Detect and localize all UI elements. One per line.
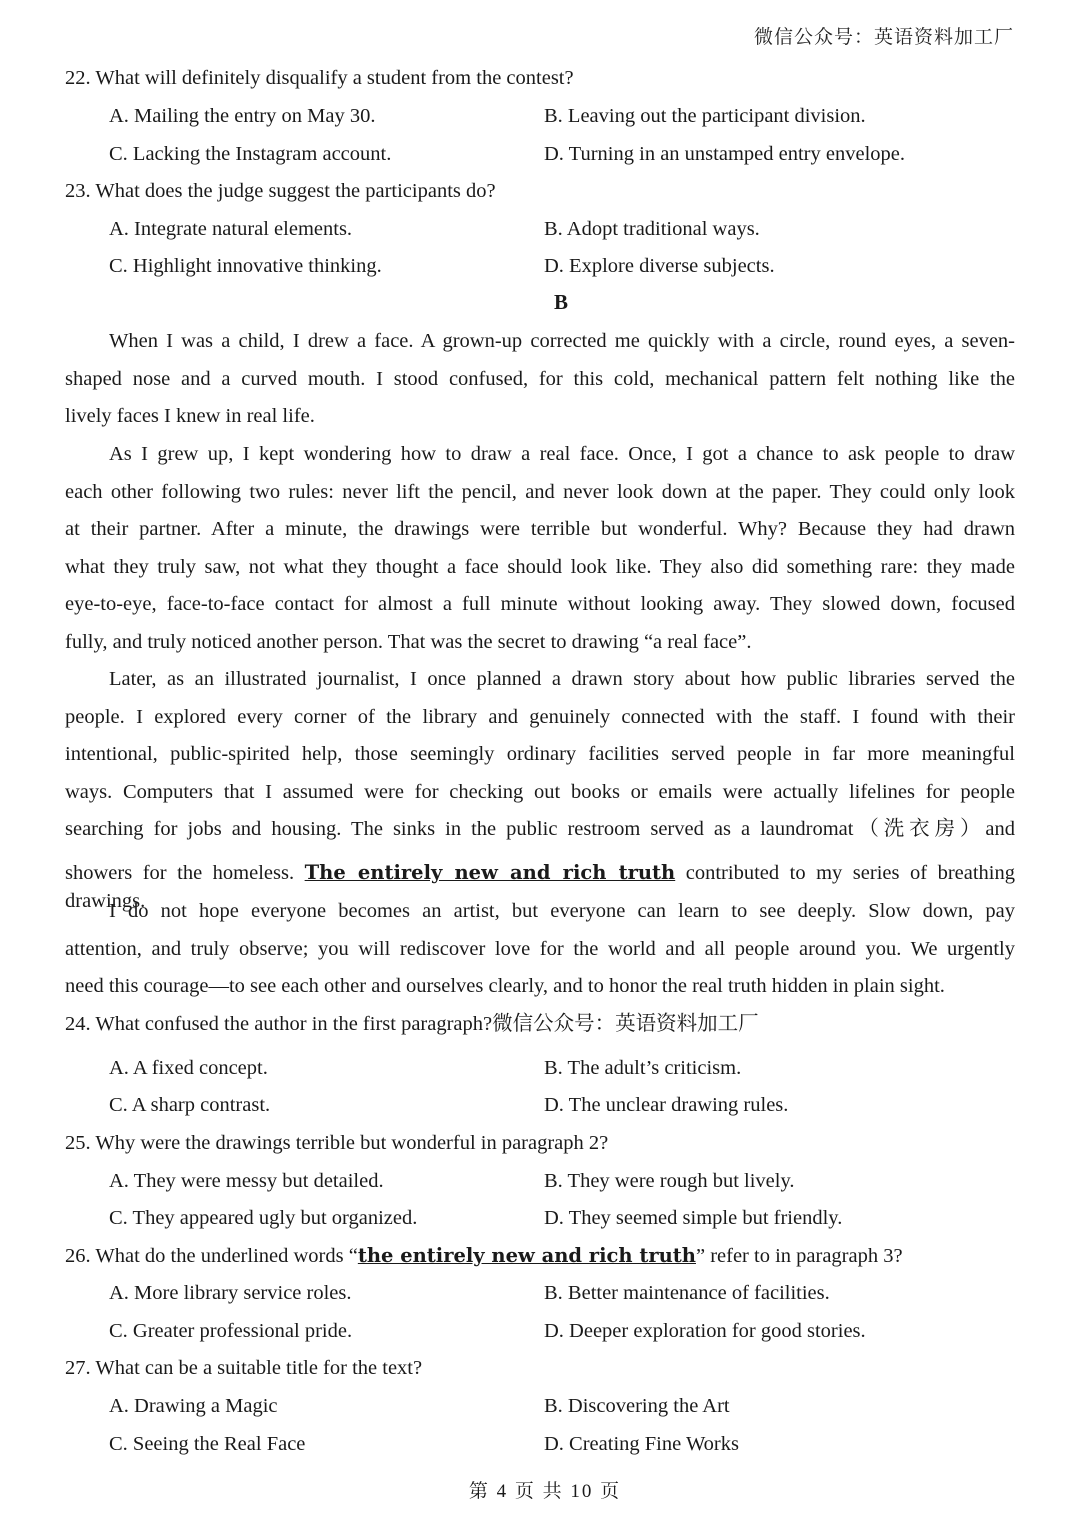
q26-option-c: C. Greater professional pride.	[109, 1320, 353, 1342]
q26-option-b: B. Better maintenance of facilities.	[544, 1282, 830, 1304]
passage-line: ways. Computers that I assumed were for checking out books or emails were actually lifelines for people	[65, 780, 1015, 803]
passage-paragraph-2	[65, 440, 1015, 666]
underlined-phrase: The entirely new and rich truth	[304, 861, 676, 885]
passage-line: When I was a child, I drew a face. A grown-up corrected me quickly with a circle, round eyes, a seven-	[109, 330, 1015, 352]
q22-option-d: D. Turning in an unstamped entry envelope.	[544, 143, 905, 165]
passage-line: what they truly saw, not what they thought a face should look like. They also did something rare: they made	[65, 555, 1015, 578]
passage-line: As I grew up, I kept wondering how to draw a real face. Once, I got a chance to ask people to draw	[109, 443, 1015, 465]
q24-option-b: B. The adult’s criticism.	[544, 1057, 742, 1079]
question-27: 27. What can be a suitable title for the text?	[65, 1357, 423, 1379]
question-23: 23. What does the judge suggest the participants do?	[65, 180, 496, 202]
passage-line: Later, as an illustrated journalist, I once planned a drawn story about how public libraries served the	[109, 668, 1015, 690]
q26-option-d: D. Deeper exploration for good stories.	[544, 1320, 866, 1342]
passage-line: people. I explored every corner of the library and genuinely connected with the staff. I found with their	[65, 705, 1015, 728]
q27-option-d: D. Creating Fine Works	[544, 1433, 739, 1455]
q22-option-a: A. Mailing the entry on May 30.	[109, 105, 376, 127]
q25-option-b: B. They were rough but lively.	[544, 1170, 795, 1192]
q25-option-d: D. They seemed simple but friendly.	[544, 1207, 843, 1229]
passage-paragraph-4	[65, 897, 1015, 1010]
question-text: 26. What do the underlined words “	[65, 1245, 358, 1267]
q26-option-a: A. More library service roles.	[109, 1282, 352, 1304]
question-text: ” refer to in paragraph 3?	[695, 1245, 903, 1267]
page-header-watermark: 微信公众号：英语资料加工厂	[753, 27, 1014, 48]
passage-line: searching for jobs and housing. The sinks in the public restroom served as a laundromat（洗衣房）and	[65, 818, 1015, 841]
q23-option-c: C. Highlight innovative thinking.	[109, 255, 382, 277]
q22-option-c: C. Lacking the Instagram account.	[109, 143, 392, 165]
q23-option-b: B. Adopt traditional ways.	[544, 218, 760, 240]
question-25: 25. Why were the drawings terrible but wonderful in paragraph 2?	[65, 1132, 609, 1154]
q25-option-a: A. They were messy but detailed.	[109, 1170, 384, 1192]
question-22: 22. What will definitely disqualify a student from the contest?	[65, 67, 574, 89]
q24-option-d: D. The unclear drawing rules.	[544, 1094, 789, 1116]
underlined-phrase: the entirely new and rich truth	[357, 1244, 696, 1267]
passage-paragraph-1	[65, 327, 1015, 440]
passage-line: at their partner. After a minute, the drawings were terrible but wonderful. Why? Because they had drawn	[65, 518, 1015, 541]
passage-line: intentional, public-spirited help, those seemingly ordinary facilities served people in far more meaningful	[65, 743, 1015, 766]
passage-line: fully, and truly noticed another person. That was the secret to drawing “a real face”.	[65, 630, 752, 653]
q27-option-b: B. Discovering the Art	[544, 1395, 730, 1417]
question-26	[65, 1242, 1080, 1270]
passage-text: contributed to my series of breathing drawings.	[65, 862, 1015, 913]
passage-line: attention, and truly observe; you will rediscover love for the world and all people around you. We urgently	[65, 937, 1015, 960]
q22-option-b: B. Leaving out the participant division.	[544, 105, 866, 127]
q24-option-c: C. A sharp contrast.	[109, 1094, 271, 1116]
q25-option-c: C. They appeared ugly but organized.	[109, 1207, 418, 1229]
passage-line: need this courage—to see each other and ourselves clearly, and to honor the real truth hidden in plain sight.	[65, 975, 945, 998]
q23-option-a: A. Integrate natural elements.	[109, 218, 353, 240]
passage-line: each other following two rules: never lift the pencil, and never look down at the paper. They could only look	[65, 480, 1015, 503]
passage-line: lively faces I knew in real life.	[65, 405, 315, 428]
q23-option-d: D. Explore diverse subjects.	[544, 255, 775, 277]
passage-text: showers for the homeless.	[65, 862, 305, 885]
passage-line: shaped nose and a curved mouth. I stood confused, for this cold, mechanical pattern felt nothing like the	[65, 367, 1015, 390]
question-24: 24. What confused the author in the first paragraph?微信公众号：英语资料加工厂	[65, 1013, 759, 1035]
section-label: B	[553, 290, 568, 314]
passage-line: I do not hope everyone becomes an artist, but everyone can learn to see deeply. Slow down, pay	[109, 900, 1015, 922]
q27-option-c: C. Seeing the Real Face	[109, 1433, 306, 1455]
q24-option-a: A. A fixed concept.	[109, 1057, 268, 1079]
passage-line: eye-to-eye, face-to-face contact for almost a full minute without looking away. They slowed down, focused	[65, 593, 1015, 616]
page-number-footer: 第 4 页 共 10 页	[468, 1481, 622, 1502]
q27-option-a: A. Drawing a Magic	[109, 1395, 278, 1417]
